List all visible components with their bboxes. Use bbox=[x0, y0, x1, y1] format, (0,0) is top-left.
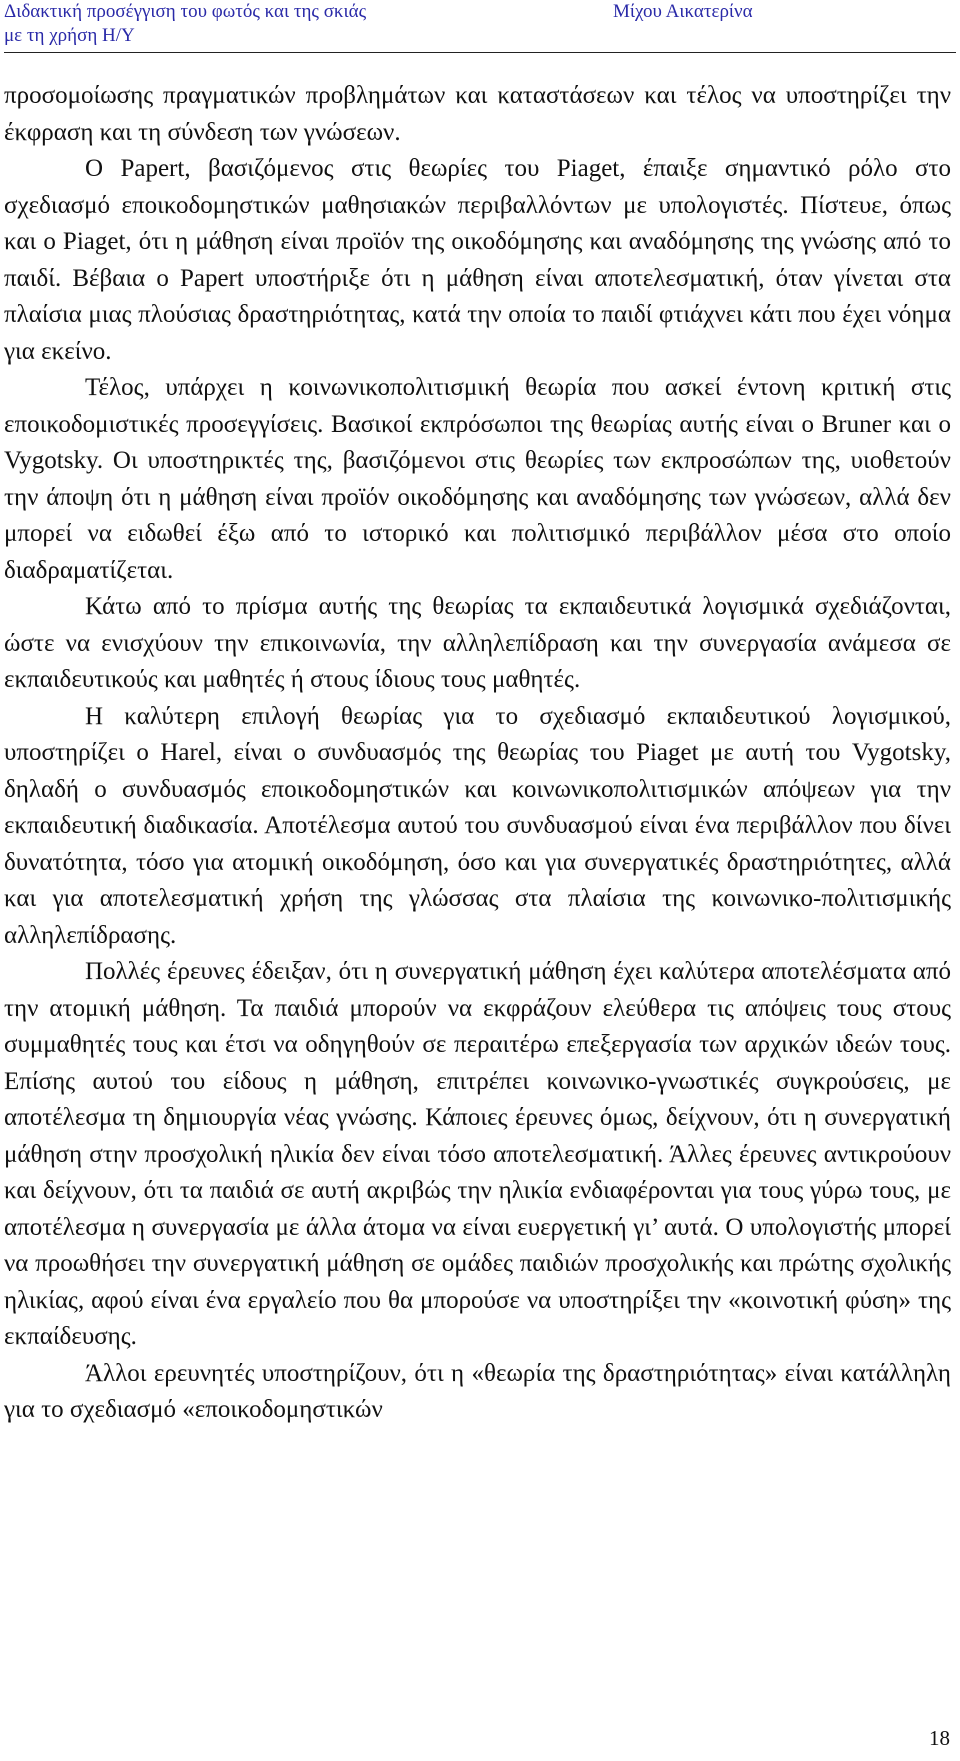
paragraph-2: Ο Papert, βασιζόμενος στις θεωρίες του Piaget, έπαιξε σημαντικό ρόλο στο σχεδιασμό εποικοδομηστικών μαθησιακών περιβαλλόντων με υπολογιστές. Πίστευε, όπως και ο Piaget, ότι η μάθηση είναι προϊόν της οικοδόμησης και αναδόμησης της γνώσης από το παιδί. Βέβαια ο Papert υποστήριξε ότι η μάθηση είναι αποτελεσματική, όταν γίνεται στα πλαίσια μιας πλούσιας δραστηριότητας, κατά την οποία το παιδί φτιάχνει κάτι που έχει νόημα για εκείνο. bbox=[4, 155, 951, 365]
header-divider bbox=[4, 52, 956, 53]
header-document-title bbox=[4, 0, 366, 48]
paragraph-5: Η καλύτερη επιλογή θεωρίας για το σχεδιασμό εκπαιδευτικού λογισμικού, υποστηρίζει ο Harel, είναι ο συνδυασμός της θεωρίας του Piaget με αυτή του Vygotsky, δηλαδή ο συνδυασμός εποικοδομηστικών και κοινωνικοπολιτισμικών απόψεων για την εκπαιδευτική διαδικασία. Αποτέλεσμα αυτού του συνδυασμού είναι ένα περιβάλλον που δίνει δυνατότητα, τόσο για ατομική οικοδόμηση, όσο και για συνεργατικές δραστηριότητες, αλλά και για αποτελεσματική χρήση της γλώσσας στα πλαίσια της κοινωνικο-πολιτισμικής αλληλεπίδρασης. bbox=[4, 702, 951, 949]
paragraph-7: Άλλοι ερευνητές υποστηρίζουν, ότι η «θεωρία της δραστηριότητας» είναι κατάλληλη για το σχεδιασμό «εποικοδομηστικών bbox=[4, 1359, 951, 1423]
page-body bbox=[4, 78, 951, 1429]
header-title-line-1: Διδακτική προσέγγιση του φωτός και της σκιάς bbox=[4, 1, 367, 22]
header-author: Μίχου Αικατερίνα bbox=[613, 1, 753, 22]
page-header bbox=[4, 0, 956, 52]
paragraph-4: Κάτω από το πρίσμα αυτής της θεωρίας τα εκπαιδευτικά λογισμικά σχεδιάζονται, ώστε να ενισχύουν την επικοινωνία, την αλληλεπίδραση και την συνεργασία ανάμεσα σε εκπαιδευτικούς και μαθητές ή στους ίδιους τους μαθητές. bbox=[4, 593, 951, 693]
paragraph-6: Πολλές έρευνες έδειξαν, ότι η συνεργατική μάθηση έχει καλύτερα αποτελέσματα από την ατομική μάθηση. Τα παιδιά μπορούν να εκφράζουν ελεύθερα τις απόψεις τους στους συμμαθητές τους και έτσι να οδηγηθούν σε περαιτέρω επεξεργασία των αρχικών ιδεών τους. Επίσης αυτού του είδους η μάθηση, επιτρέπει κοινωνικο-γνωστικές συγκρούσεις, με αποτέλεσμα τη δημιουργία νέας γνώσης. Κάποιες έρευνες όμως, δείχνουν, ότι η συνεργατική μάθηση στην προσχολική ηλικία δεν είναι τόσο αποτελεσματική. Άλλες έρευνες αντικρούουν και δείχνουν, ότι τα παιδιά σε αυτή ακριβώς την ηλικία ενδιαφέρονται για τους γύρω τους, με αποτέλεσμα η συνεργασία με άλλα άτομα να είναι ευεργετική γι’ αυτά. Ο υπολογιστής μπορεί να προωθήσει την συνεργατική μάθηση σε ομάδες παιδιών προσχολικής και πρώτης σχολικής ηλικίας, αφού είναι ένα εργαλείο που θα μπορούσε να υποστηρίξει την «κοινοτική φύση» της εκπαίδευσης. bbox=[4, 958, 951, 1350]
paragraph-1: προσομοίωσης πραγματικών προβλημάτων και καταστάσεων και τέλος να υποστηρίζει την έκφραση και τη σύνδεση των γνώσεων. bbox=[4, 82, 951, 146]
page-number: 18 bbox=[929, 1726, 950, 1750]
paragraph-3: Τέλος, υπάρχει η κοινωνικοπολιτισμική θεωρία που ασκεί έντονη κριτική στις εποικοδομιστικές προσεγγίσεις. Βασικοί εκπρόσωποι της θεωρίας αυτής είναι ο Bruner και ο Vygotsky. Οι υποστηρικτές της, βασιζόμενοι στις θεωρίες των εκπροσώπων της, υιοθετούν την άποψη ότι η μάθηση είναι προϊόν οικοδόμησης και αναδόμησης των γνώσεων, αλλά δεν μπορεί να ειδωθεί έξω από το ιστορικό και πολιτισμικό περιβάλλον μέσα στο οποίο διαδραματίζεται. bbox=[4, 374, 951, 584]
header-title-line-2: με τη χρήση Η/Υ bbox=[4, 25, 135, 46]
